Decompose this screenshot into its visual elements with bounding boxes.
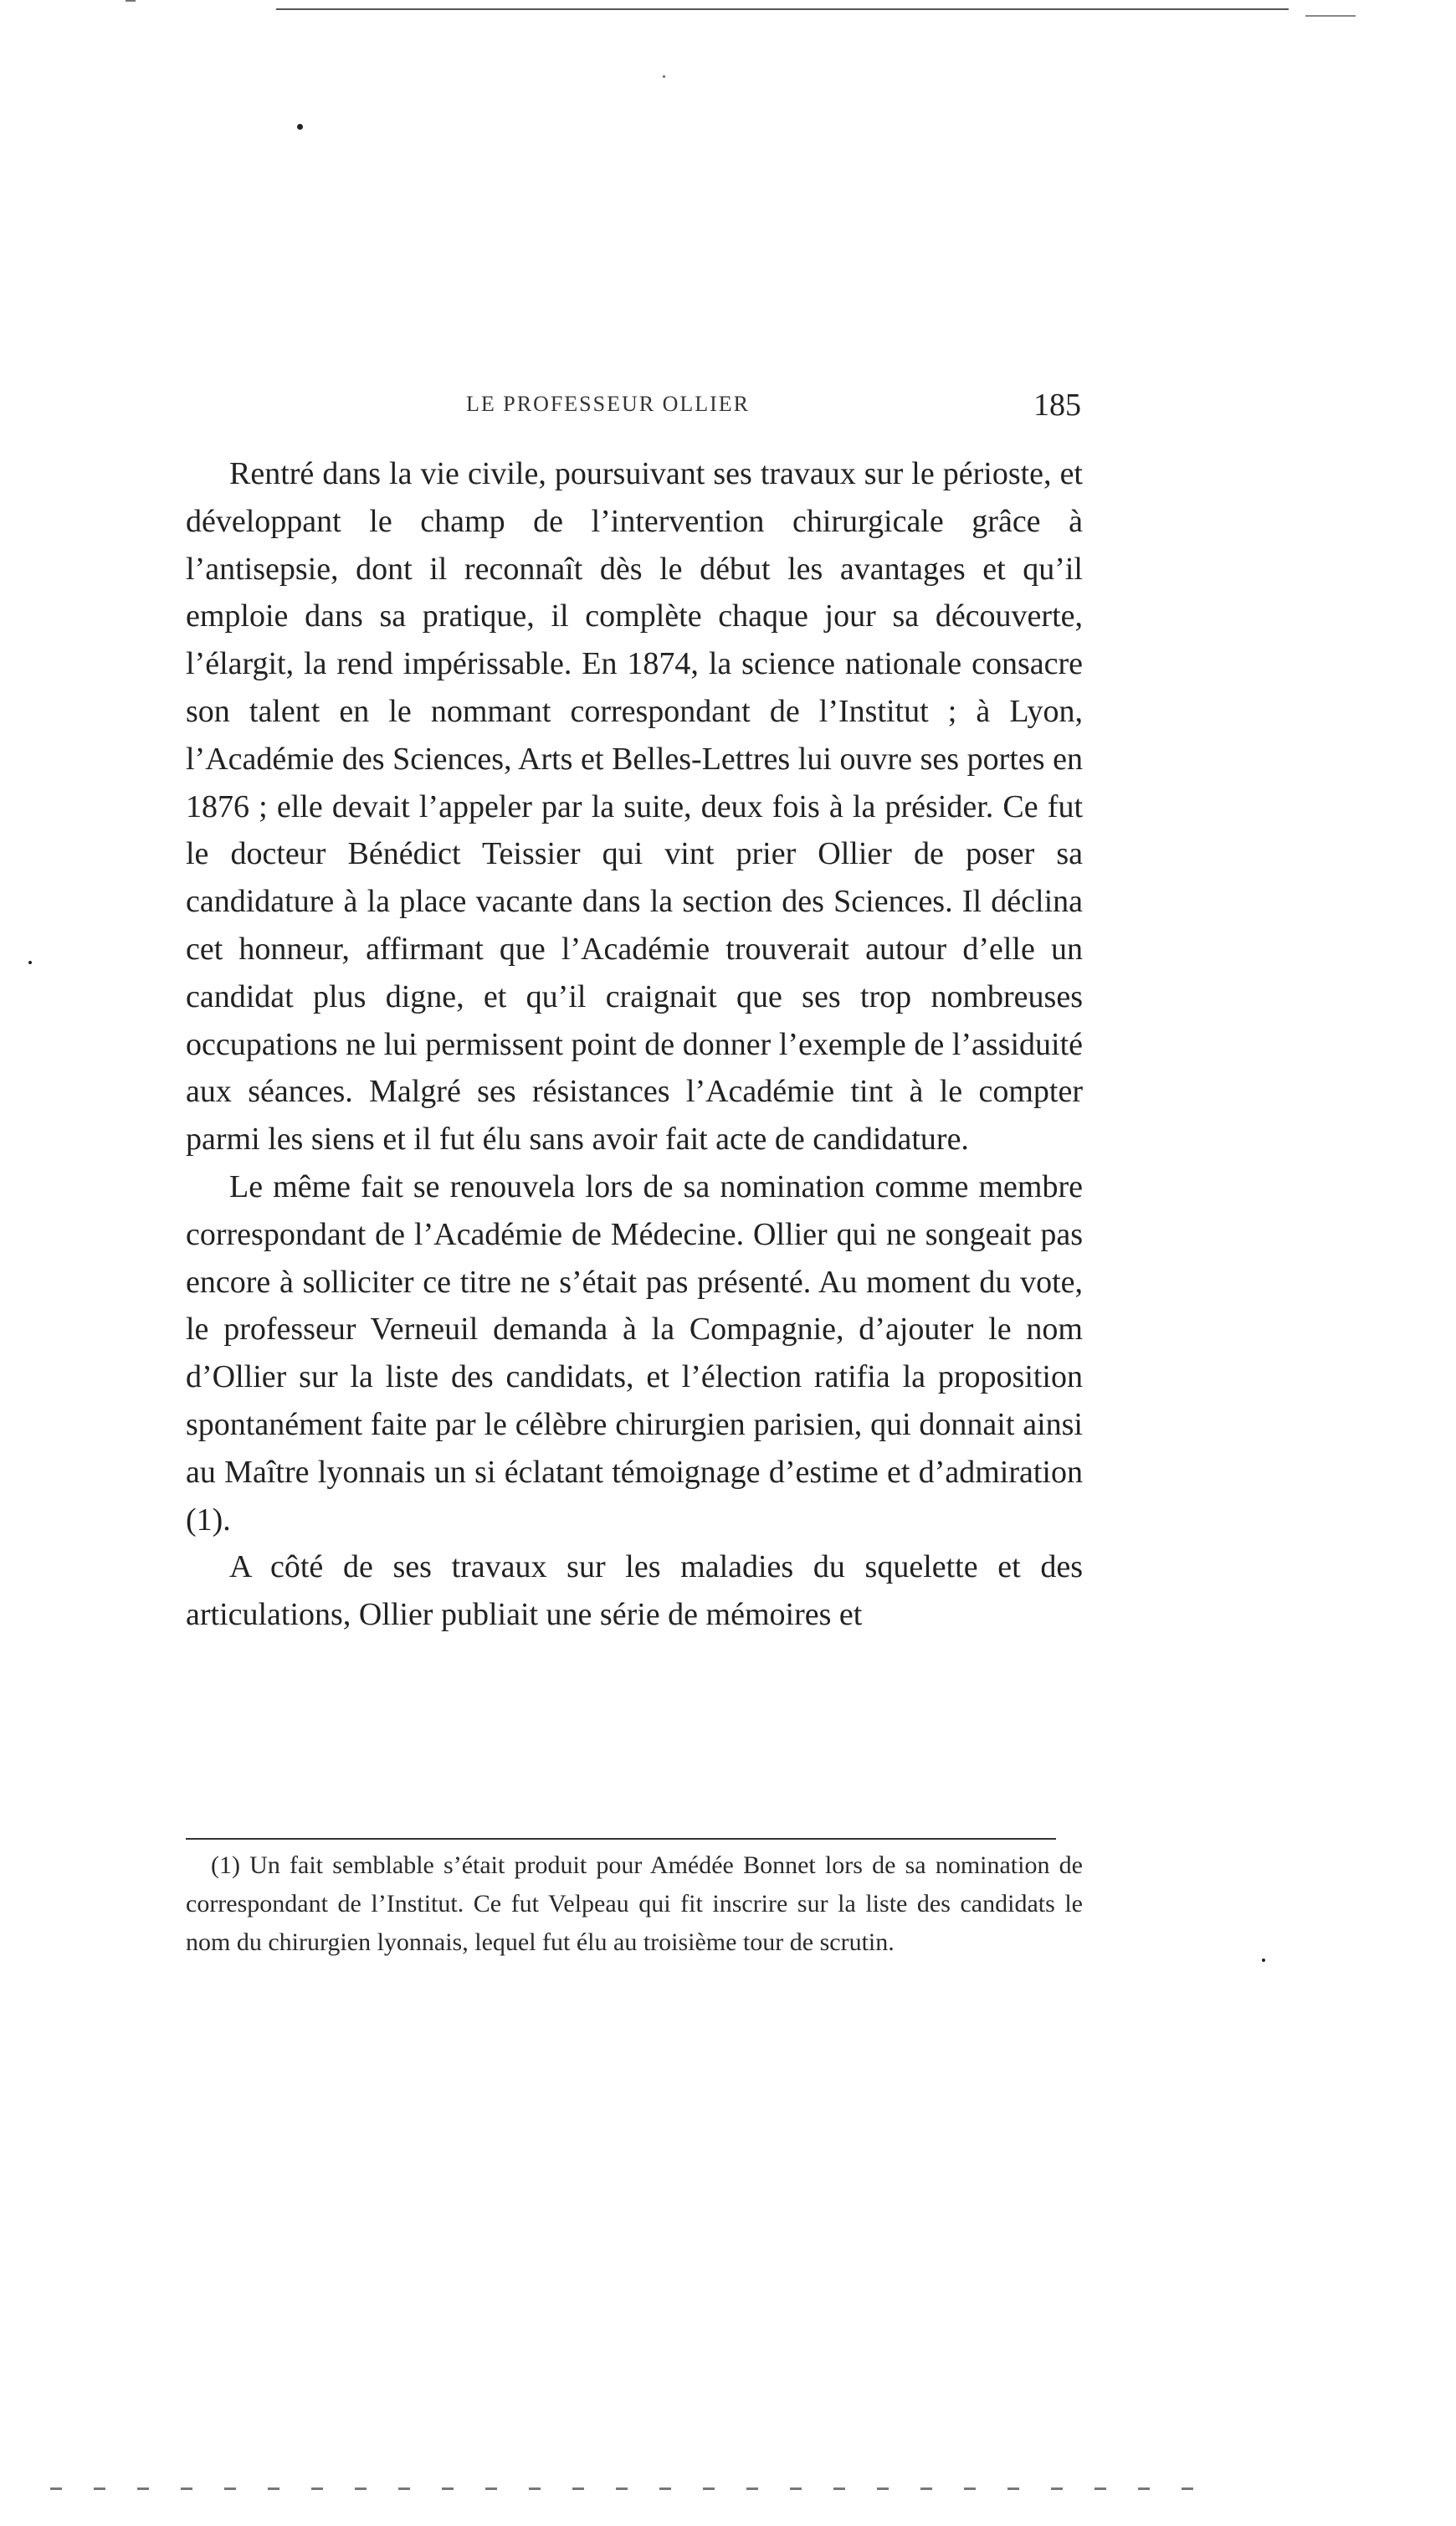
running-head xyxy=(186,387,1081,429)
footnote xyxy=(186,1846,1083,1962)
page-number: 185 xyxy=(1033,388,1081,423)
scan-edge-line xyxy=(418,8,1289,10)
ink-speck xyxy=(663,75,665,78)
body-text xyxy=(186,450,1083,1639)
scan-edge-line xyxy=(1305,15,1356,17)
ink-speck xyxy=(28,961,32,964)
footnote-text: (1) Un fait semblable s’était produit pour Amédée Bonnet lors de sa nomination de correspondant de l’Institut. Ce fut Velpeau qui fit inscrire sur la liste des candidats le nom du chirurgien lyonnais, lequel fut élu au troisième tour de scrutin. xyxy=(186,1851,1083,1956)
paragraph: A côté de ses travaux sur les maladies du squelette et des articulations, Ollier publiait une série de mémoires et xyxy=(186,1549,1083,1633)
paragraph: Rentré dans la vie civile, poursuivant ses travaux sur le périoste, et développant le champ de l’intervention chirurgicale grâce à l’antisepsie, dont il reconnaît dès le début les avantages et qu’il emploie dans sa pratique, il complète chaque jour sa découverte, l’élargit, la rend impérissable. En 1874, la science nationale consacre son talent en le nommant correspondant de l’Institut ; à Lyon, l’Académie des Sciences, Arts et Belles-Lettres lui ouvre ses portes en 1876 ; elle devait l’appeler par la suite, deux fois à la présider. Ce fut le docteur Bénédict Teissier qui vint prier Ollier de poser sa candidature à la place vacante dans la section des Sciences. Il déclina cet honneur, affirmant que l’Académie trouverait autour d’elle un candidat plus digne, et qu’il craignait que ses trop nombreuses occupations ne lui permissent point de donner l’exemple de l’assiduité aux séances. Malgré ses résistances l’Académie tint à le compter parmi les siens et il fut élu sans avoir fait acte de candidature. xyxy=(186,456,1083,1158)
ink-speck xyxy=(1262,1959,1265,1962)
footnote-rule xyxy=(186,1838,1056,1840)
scan-edge-line xyxy=(276,8,418,10)
scan-bottom-artifact xyxy=(50,2487,1222,2490)
paragraph: Le même fait se renouvela lors de sa nomination comme membre correspondant de l’Académie de Médecine. Ollier qui ne songeait pas encore à solliciter ce titre ne s’était pas présenté. Au moment du vote, le professeur Verneuil demanda à la Compagnie, d’ajouter le nom d’Ollier sur la liste des candidats, et l’élection ratifia la proposition spontanément faite par le célèbre chirurgien parisien, qui donnait ainsi au Maître lyonnais un si éclatant témoignage d’estime et d’admiration (1). xyxy=(186,1168,1083,1538)
scan-artifact xyxy=(126,0,136,2)
running-title: LE PROFESSEUR OLLIER xyxy=(466,392,751,416)
ink-speck xyxy=(297,124,303,130)
